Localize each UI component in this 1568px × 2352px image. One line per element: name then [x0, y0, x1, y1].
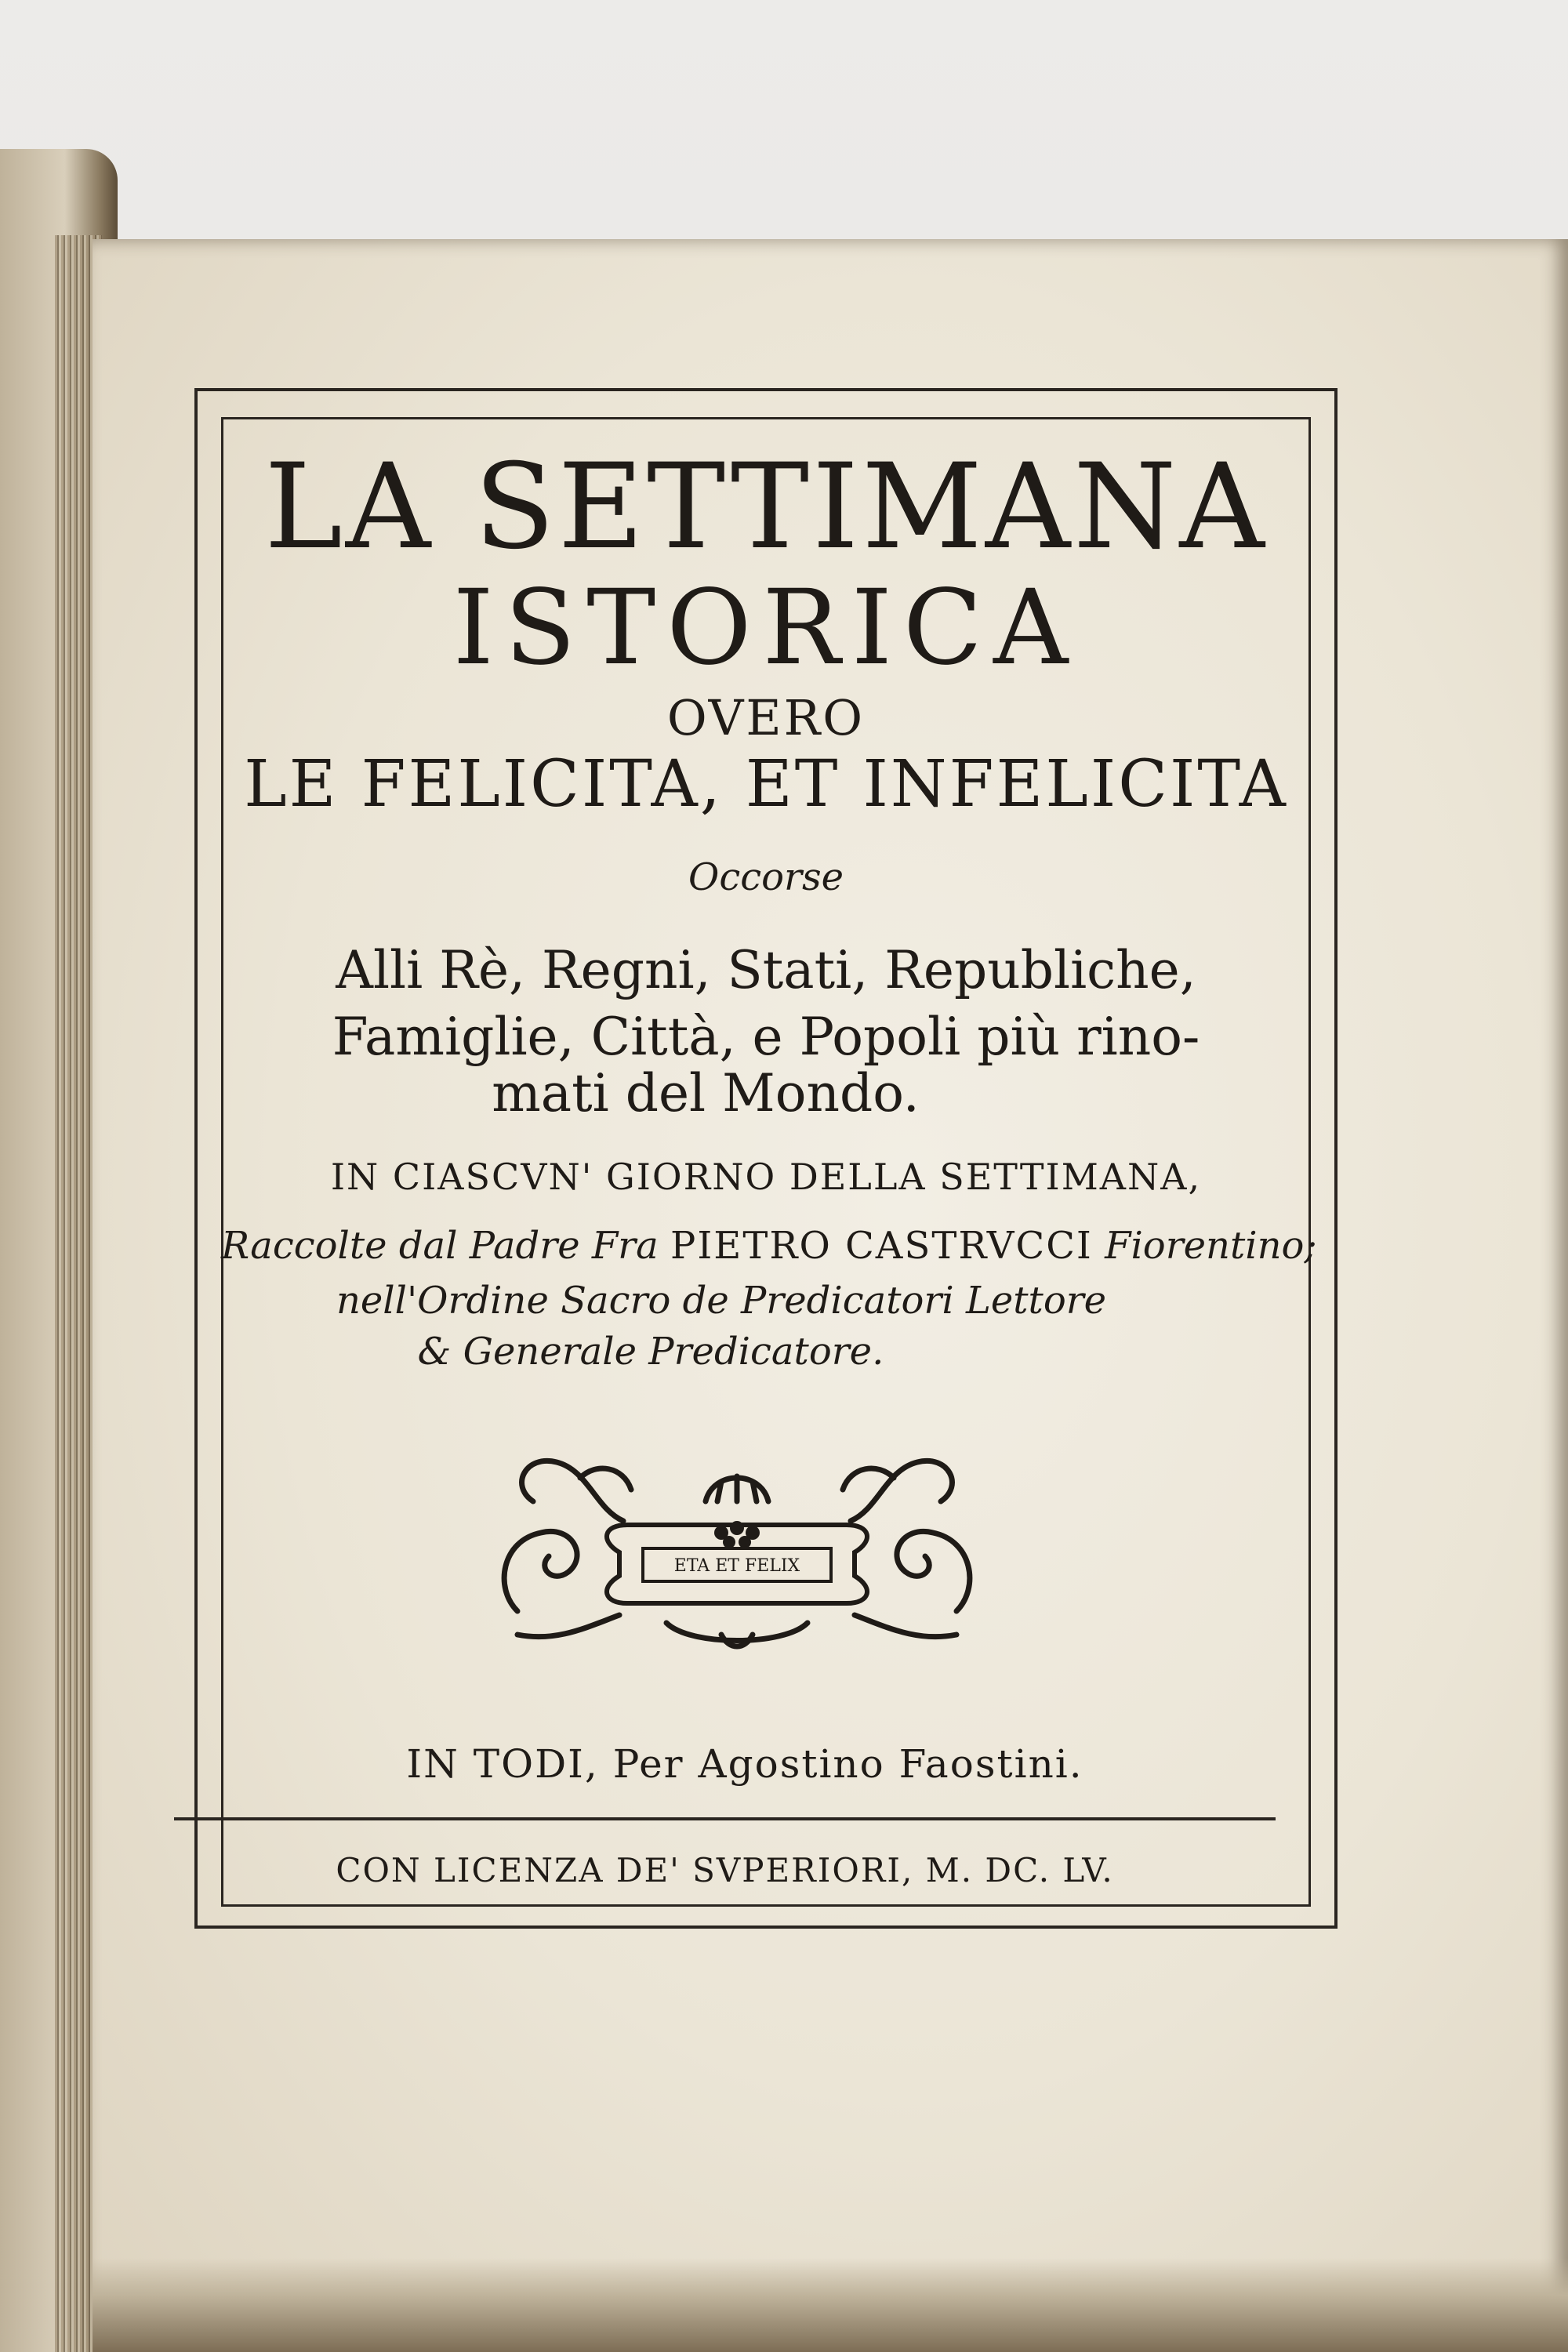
printer-ornament [486, 1446, 988, 1654]
kings-line: Alli Rè, Regni, Stati, Republiche, [336, 940, 1196, 1000]
raccolte-prefix: Raccolte dal Padre Fra [221, 1224, 659, 1268]
order-line: nell'Ordine Sacro de Predicatori Lettore [336, 1279, 1107, 1323]
subtitle-line: LE FELICITA, ET INFELICITA [244, 747, 1288, 822]
preacher-line: & Generale Predicatore. [417, 1330, 884, 1374]
overo-line: OVERO [666, 689, 866, 746]
weekday-line: IN CIASCVN' GIORNO DELLA SETTIMANA, [330, 1156, 1202, 1198]
title-line-2: ISTORICA [452, 568, 1080, 688]
families-line: Famiglie, Città, e Popoli più rino- [332, 1007, 1200, 1067]
author-name: PIETRO CASTRVCCI [670, 1224, 1093, 1268]
occorse-line: Occorse [688, 855, 844, 899]
license-line: CON LICENZA DE' SVPERIORI, M. DC. LV. [336, 1851, 1114, 1889]
imprint-rule [174, 1817, 1276, 1820]
raccolte-suffix: Fiorentino; [1105, 1224, 1317, 1268]
world-line: mati del Mondo. [492, 1063, 920, 1123]
book-bottom-edge [93, 2258, 1568, 2352]
author-line [221, 1224, 1317, 1268]
imprint-line: IN TODI, Per Agostino Faostini. [406, 1741, 1083, 1787]
title-line-1: LA SETTIMANA [264, 439, 1268, 575]
ornament-motto: ETA ET FELIX [673, 1556, 800, 1576]
